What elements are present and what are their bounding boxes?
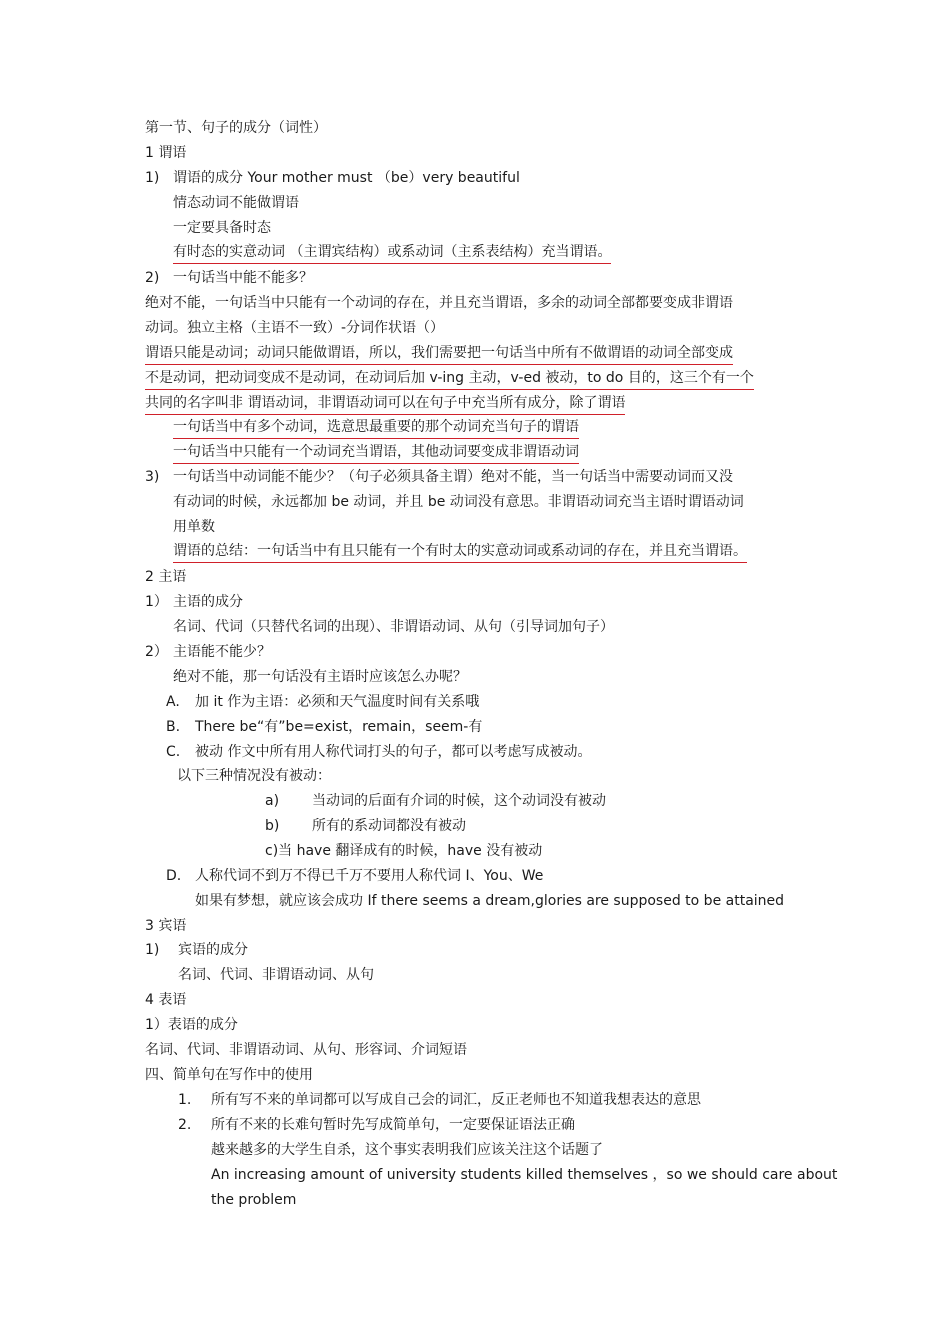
underlined-line: 有时态的实意动词 （主谓宾结构）或系动词（主系表结构）充当谓语。 (173, 242, 611, 264)
heading-subject: 2 主语 (145, 569, 187, 585)
list-marker: 2） (145, 644, 168, 660)
text-line: 绝对不能，那一句话没有主语时应该怎么办呢？ (173, 669, 467, 685)
text-line: 情态动词不能做谓语 (173, 195, 299, 211)
list-item: There be“有”be=exist，remain，seem-有 (195, 719, 483, 735)
underlined-line: 共同的名字叫非 谓语动词，非谓语动词可以在句子中充当所有成分，除了谓语 (145, 393, 625, 415)
section-title: 第一节、句子的成分（词性） (145, 120, 327, 136)
list-marker: 3) (145, 469, 160, 485)
list-item: 所有的系动词都没有被动 (312, 818, 466, 834)
list-item: 一句话当中能不能多？ (173, 270, 313, 286)
list-marker: a) (265, 793, 280, 809)
list-item: 加 it 作为主语：必须和天气温度时间有关系哦 (195, 694, 480, 710)
list-item: 主语能不能少？ (173, 644, 271, 660)
list-marker: 1） (145, 594, 168, 610)
list-item: 宾语的成分 (178, 942, 248, 958)
list-item: 人称代词不到万不得已千万不要用人称代词 I、You、We (195, 868, 544, 884)
text-line: 有动词的时候，永远都加 be 动词，并且 be 动词没有意思。非谓语动词充当主语时谓语动词 (173, 494, 744, 510)
underlined-line: 一句话当中有多个动词，选意思最重要的那个动词充当句子的谓语 (173, 417, 579, 439)
list-item: c)当 have 翻译成有的时候，have 没有被动 (265, 843, 543, 859)
text-line: 名词、代词、非谓语动词、从句、形容词、介词短语 (145, 1042, 467, 1058)
list-item: 所有不来的长难句暂时先写成简单句，一定要保证语法正确 (211, 1117, 575, 1133)
list-item: 被动 作文中所有用人称代词打头的句子，都可以考虑写成被动。 (195, 744, 592, 760)
list-marker: 1) (145, 942, 160, 958)
underlined-line: 谓语的总结：一句话当中有且只能有一个有时太的实意动词或系动词的存在，并且充当谓语。 (173, 541, 747, 563)
text-line: 以下三种情况没有被动： (177, 768, 331, 784)
list-marker: 1. (178, 1092, 192, 1108)
list-marker: C. (166, 744, 181, 760)
list-marker: 2) (145, 270, 160, 286)
heading-predicative: 4 表语 (145, 992, 187, 1008)
heading-predicate: 1 谓语 (145, 145, 187, 161)
text-line: 1）表语的成分 (145, 1017, 238, 1033)
text-line: 用单数 (173, 519, 215, 535)
list-item: 谓语的成分 Your mother must （be）very beautiful (173, 170, 520, 186)
underlined-line: 一句话当中只能有一个动词充当谓语，其他动词要变成非谓语动词 (173, 442, 579, 464)
text-line: 动词。独立主格（主语不一致）-分词作状语（） (145, 320, 445, 336)
text-line: 越来越多的大学生自杀，这个事实表明我们应该关注这个话题了 (211, 1142, 603, 1158)
list-marker: B. (166, 719, 181, 735)
underlined-line: 不是动词，把动词变成不是动词，在动词后加 v-ing 主动，v-ed 被动，to do 目的，这三个有一个 (145, 368, 754, 390)
text-line: 名词、代词、非谓语动词、从句 (178, 967, 374, 983)
list-marker: b) (265, 818, 280, 834)
text-line: 如果有梦想，就应该会成功 If there seems a dream,glories are supposed to be attained (195, 893, 785, 909)
text-line: the problem (211, 1192, 297, 1208)
text-line: 绝对不能，一句话当中只能有一个动词的存在，并且充当谓语，多余的动词全部都要变成非谓语 (145, 295, 733, 311)
heading-simple-sentence: 四、简单句在写作中的使用 (145, 1067, 313, 1083)
list-marker: A. (166, 694, 180, 710)
text-line: An increasing amount of university students killed themselves ，so we should care about (211, 1167, 838, 1183)
list-marker: 2. (178, 1117, 192, 1133)
list-item: 所有写不来的单词都可以写成自己会的词汇，反正老师也不知道我想表达的意思 (211, 1092, 701, 1108)
list-item: 一句话当中动词能不能少？（句子必须具备主谓）绝对不能，当一句话当中需要动词而又没 (173, 469, 733, 485)
heading-object: 3 宾语 (145, 918, 187, 934)
list-item: 主语的成分 (173, 594, 243, 610)
underlined-line: 谓语只能是动词；动词只能做谓语，所以，我们需要把一句话当中所有不做谓语的动词全部变成 (145, 343, 733, 365)
list-marker: D. (166, 868, 182, 884)
list-item: 当动词的后面有介词的时候，这个动词没有被动 (312, 793, 606, 809)
text-line: 一定要具备时态 (173, 220, 271, 236)
text-line: 名词、代词（只替代名词的出现）、非谓语动词、从句（引导词加句子） (173, 619, 614, 635)
list-marker: 1) (145, 170, 160, 186)
